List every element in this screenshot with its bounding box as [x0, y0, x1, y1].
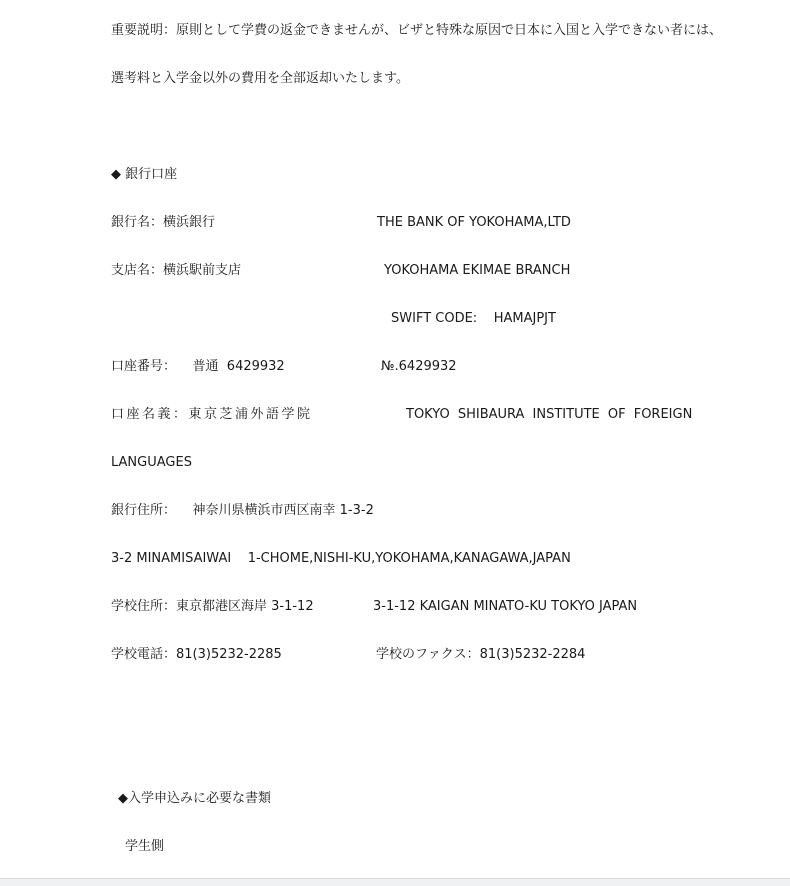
bank-section-heading: ◆ 銀行口座 [111, 167, 178, 182]
page-gap-bar [0, 878, 790, 886]
account-number-en: №.6429932 [381, 359, 457, 374]
school-address-jp: 学校住所：東京都港区海岸 3-1-12 [111, 599, 314, 614]
bank-address-en: 3-2 MINAMISAIWAI 1-CHOME,NISHI-KU,YOKOHAMA,KANAGAWA,JAPAN [111, 551, 571, 566]
school-fax: 学校のファクス：81(3)5232-2284 [376, 647, 586, 662]
documents-section-heading: ◆入学申込みに必要な書類 [118, 791, 271, 806]
account-number-jp: 口座番号： 普通 6429932 [111, 359, 285, 374]
account-name-en: TOKYO SHIBAURA INSTITUTE OF FOREIGN [406, 407, 693, 422]
bank-name-en: THE BANK OF YOKOHAMA,LTD [377, 215, 571, 230]
branch-name-jp: 支店名：横浜駅前支店 [111, 263, 242, 278]
account-name-jp: 口座名義：東京芝浦外語学院 [111, 407, 313, 422]
notice-line-1: 重要説明：原則として学費の返金できませんが、ビザと特殊な原因で日本に入国と入学できない者には、 [111, 23, 723, 38]
school-address-en: 3-1-12 KAIGAN MINATO-KU TOKYO JAPAN [373, 599, 638, 614]
swift-code: SWIFT CODE: HAMAJPJT [391, 311, 556, 326]
account-name-en-continued: LANGUAGES [111, 455, 192, 470]
bank-name-jp: 銀行名：横浜銀行 [111, 215, 216, 230]
school-phone: 学校電話：81(3)5232-2285 [111, 647, 282, 662]
notice-line-2: 選考料と入学金以外の費用を全部返却いたします。 [111, 71, 409, 86]
student-side-label: 学生側 [125, 839, 165, 854]
bank-address-jp: 銀行住所： 神奈川県横浜市西区南幸 1-3-2 [111, 503, 374, 518]
branch-name-en: YOKOHAMA EKIMAE BRANCH [384, 263, 571, 278]
